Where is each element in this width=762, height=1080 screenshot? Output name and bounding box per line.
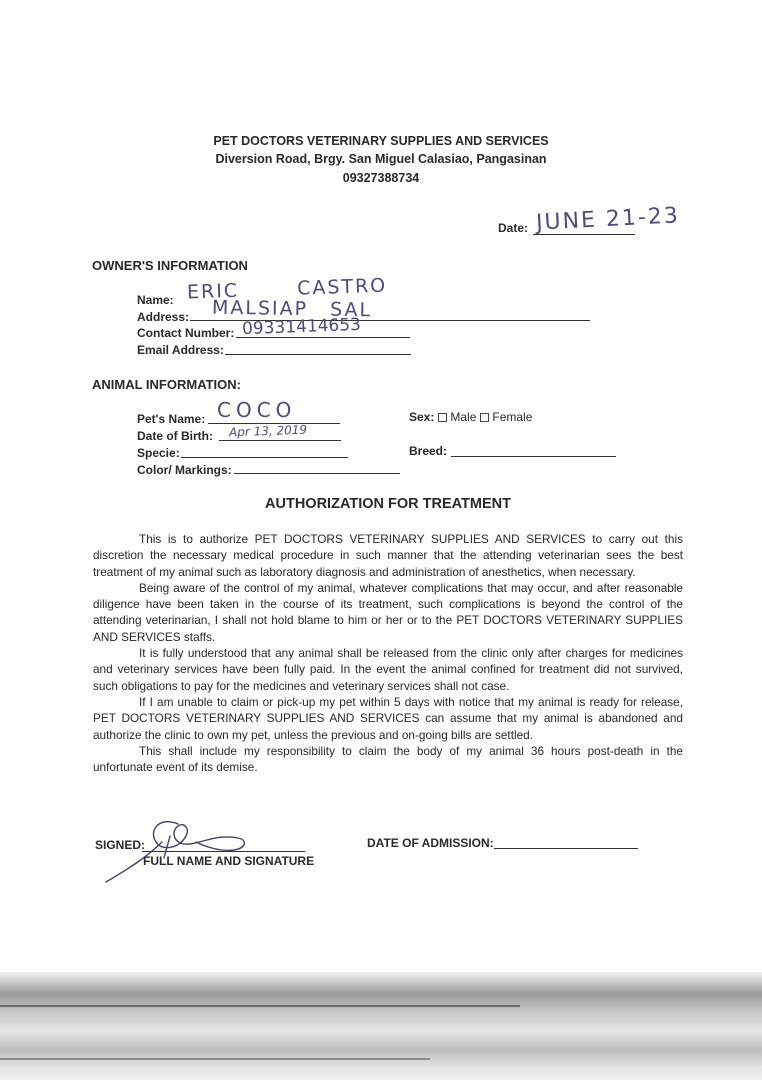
- male-label: Male: [450, 410, 477, 424]
- scan-streak: [0, 1005, 520, 1007]
- male-checkbox[interactable]: [438, 413, 447, 422]
- dob-label: Date of Birth:: [137, 429, 213, 443]
- female-checkbox[interactable]: [480, 413, 489, 422]
- authorization-paragraph: This is to authorize PET DOCTORS VETERINARY SUPPLIES AND SERVICES to carry out this discretion the necessary medical procedure in such manner that the attending veterinarian sees the best treatment of my animal such as laboratory diagnosis and administration of anesthetics, when necessary.: [93, 532, 683, 579]
- company-address: Diversion Road, Brgy. San Miguel Calasiao, Pangasinan: [215, 152, 547, 166]
- owner-section-title: OWNER'S INFORMATION: [92, 258, 248, 273]
- date-of-admission-label: DATE OF ADMISSION:: [367, 836, 494, 850]
- specie-line: [181, 457, 348, 458]
- owner-email-label: Email Address:: [137, 343, 224, 357]
- authorization-paragraph: If I am unable to claim or pick-up my pet within 5 days with notice that my animal is ready for release, PET DOCTORS VETERINARY SUPPLIES AND SERVICES can assume that my animal is abandoned and authorize the clinic to own my pet, unless the previous and on-going bills are settled.: [93, 694, 683, 742]
- owner-contact-label: Contact Number:: [137, 326, 235, 340]
- date-handwritten: JUNE 21-23: [535, 203, 681, 236]
- animal-section-title: ANIMAL INFORMATION:: [92, 377, 241, 392]
- company-name: PET DOCTORS VETERINARY SUPPLIES AND SERVICES: [213, 134, 549, 148]
- owner-name-handwritten: ERIC CASTRO: [186, 274, 388, 304]
- dob-line: [219, 440, 341, 441]
- scan-shadow: [0, 972, 762, 1080]
- breed-label: Breed:: [409, 444, 448, 458]
- company-phone: 09327388734: [342, 171, 420, 185]
- specie-label: Specie:: [137, 446, 180, 460]
- sex-field: [409, 410, 532, 424]
- date-label: Date:: [498, 221, 529, 235]
- authorization-body: [93, 531, 683, 775]
- pet-name-label: Pet's Name:: [137, 412, 206, 426]
- signature-caption: FULL NAME AND SIGNATURE: [143, 854, 315, 868]
- owner-contact-handwritten: 09331414653: [241, 314, 362, 340]
- authorization-paragraph: This shall include my responsibility to claim the body of my animal 36 hours post-death in the unfortunate event of its demise.: [93, 743, 683, 775]
- color-markings-label: Color/ Markings:: [137, 463, 232, 477]
- signature-mark: [100, 812, 260, 887]
- authorization-paragraph: It is fully understood that any animal shall be released from the clinic only after charges for medicines and veterinary services have been fully paid. In the event the animal confined for treatment did not survived, such obligations to pay for the medicines and veterinary services shall not case.: [93, 646, 683, 693]
- color-markings-line: [234, 473, 400, 474]
- owner-address-label: Address:: [137, 310, 190, 324]
- female-label: Female: [492, 410, 533, 424]
- pet-name-handwritten: COCO: [217, 398, 297, 422]
- authorization-title: AUTHORIZATION FOR TREATMENT: [265, 496, 511, 512]
- dob-handwritten: Apr 13, 2019: [228, 422, 308, 440]
- owner-name-label: Name:: [137, 293, 174, 307]
- sex-label: Sex:: [409, 410, 435, 424]
- date-of-admission-line: [494, 848, 638, 849]
- breed-line: [451, 456, 616, 457]
- owner-email-line: [225, 354, 411, 355]
- scan-streak: [0, 1058, 430, 1060]
- owner-address-handwritten: MALSIAP SAL: [211, 296, 373, 322]
- signed-label: SIGNED:: [95, 838, 146, 852]
- authorization-paragraph: Being aware of the control of my animal, whatever complications that may occur, and after reasonable diligence have been taken in the course of its treatment, such complications is beyond the control of the attending veterinarian, I shall not hold blame to him or her or to the PET DOCTORS VETERINARY SUPPLIES AND SERVICES staffs.: [93, 580, 683, 644]
